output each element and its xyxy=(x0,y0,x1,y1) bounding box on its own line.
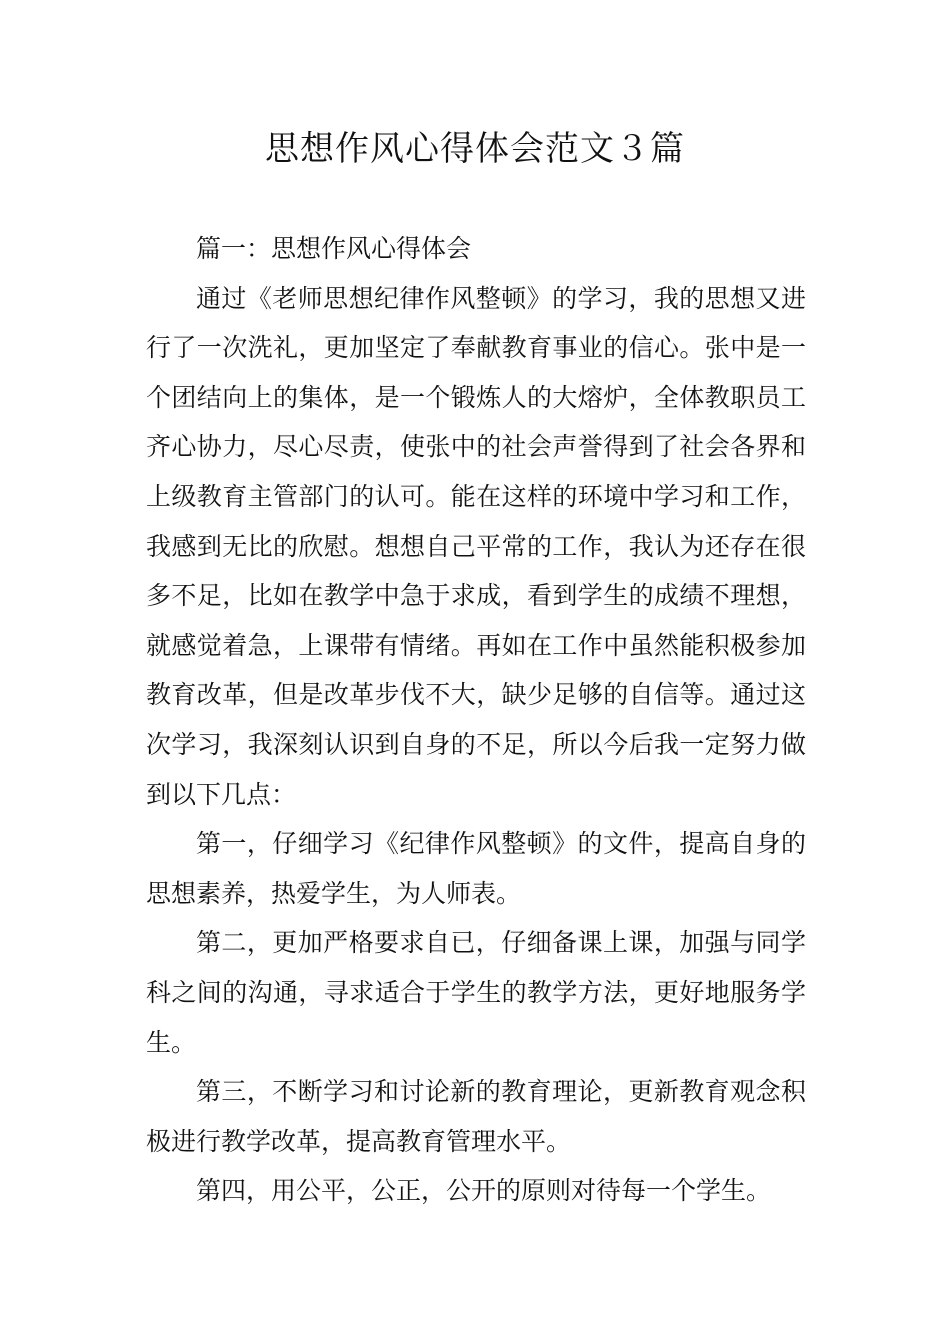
paragraph-point-2: 第二，更加严格要求自已，仔细备课上课，加强与同学科之间的沟通，寻求适合于学生的教学方法，更好地服务学生。 xyxy=(146,928,806,1057)
paragraph-point-1: 第一，仔细学习《纪律作风整顿》的文件，提高自身的思想素养，热爱学生，为人师表。 xyxy=(146,829,806,908)
document-body xyxy=(146,224,806,1216)
section-heading: 篇一：思想作风心得体会 xyxy=(196,234,472,263)
paragraph-intro: 通过《老师思想纪律作风整顿》的学习，我的思想又进行了一次洗礼，更加坚定了奉献教育事业的信心。张中是一个团结向上的集体，是一个锻炼人的大熔炉，全体教职员工齐心协力，尽心尽责，使张中的社会声誉得到了社会各界和上级教育主管部门的认可。能在这样的环境中学习和工作，我感到无比的欣慰。想想自己平常的工作，我认为还存在很多不足，比如在教学中急于求成，看到学生的成绩不理想，就感觉着急，上课带有情绪。再如在工作中虽然能积极参加教育改革，但是改革步伐不大，缺少足够的自信等。通过这次学习，我深刻认识到自身的不足，所以今后我一定努力做到以下几点： xyxy=(146,283,806,809)
document-title: 思想作风心得体会范文３篇 xyxy=(265,129,685,169)
paragraph-point-3: 第三，不断学习和讨论新的教育理论，更新教育观念积极进行教学改革，提高教育管理水平。 xyxy=(146,1077,806,1156)
paragraph-point-4: 第四，用公平，公正，公开的原则对待每一个学生。 xyxy=(196,1176,772,1206)
